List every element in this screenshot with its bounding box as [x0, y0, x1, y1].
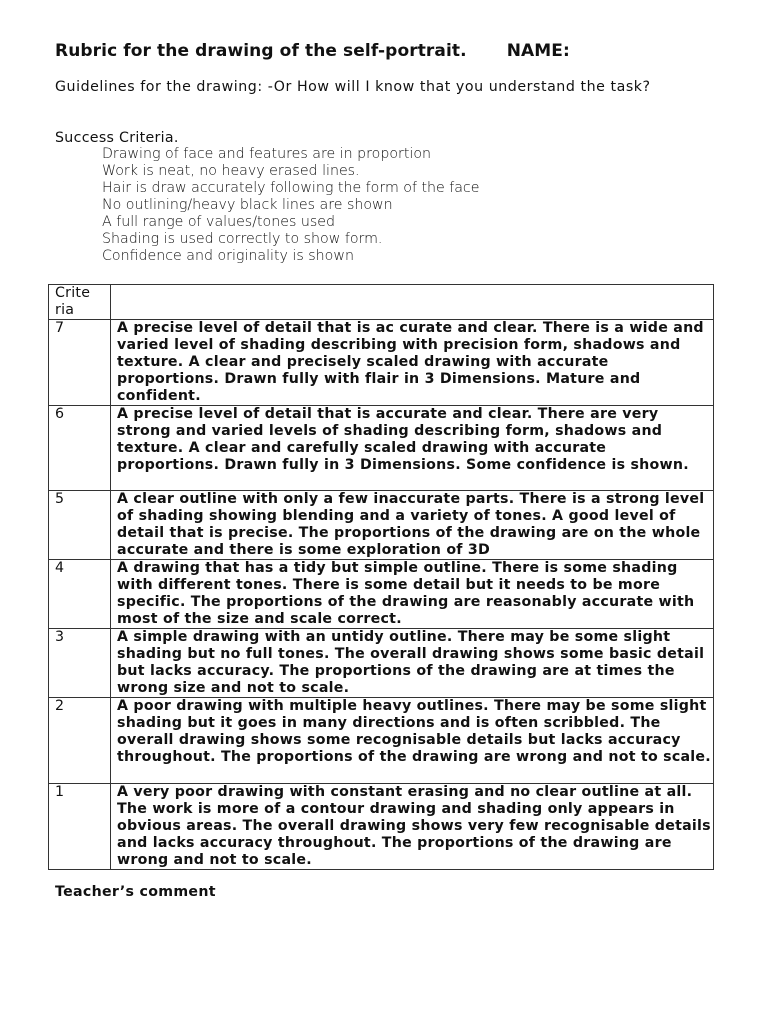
description-header-cell: [111, 285, 714, 320]
table-header-row: [49, 285, 714, 320]
score-cell: 3: [49, 629, 111, 698]
score-cell: 4: [49, 560, 111, 629]
criteria-header-label: Crite ria: [55, 285, 91, 318]
table-row: [49, 491, 714, 560]
criteria-item: Drawing of face and features are in proportion: [102, 146, 432, 162]
description-text: A drawing that has a tidy but simple outline. There is some shading with different tones. There is some detail but it needs to be more specific. The proportions of the drawing are reasonably accurate with most of the size and scale correct.: [117, 560, 695, 627]
description-text: A very poor drawing with constant erasing and no clear outline at all. The work is more of a contour drawing and shading only appears in obvious areas. The overall drawing shows very few recognisable details and lacks accuracy throughout. The proportions of the drawing are wrong and not to scale.: [117, 784, 711, 868]
guidelines-text: Guidelines for the drawing: -Or How will I know that you understand the task?: [55, 79, 651, 95]
criteria-item: Confidence and originality is shown: [102, 248, 354, 264]
description-text: A precise level of detail that is accurate and clear. There are very strong and varied levels of shading describing form, shadows and texture. A clear and carefully scaled drawing with accurate proportions. Drawn fully in 3 Dimensions. Some confidence is shown.: [117, 406, 689, 473]
criteria-header-cell: [49, 285, 111, 320]
description-text: A poor drawing with multiple heavy outlines. There may be some slight shading but it goes in many directions and is often scribbled. The overall drawing shows some recognisable details but lacks accuracy throughout. The proportions of the drawing are wrong and not to scale.: [117, 698, 711, 765]
page-title: [55, 41, 570, 61]
score-cell: 6: [49, 406, 111, 491]
table-row: [49, 629, 714, 698]
description-text: A simple drawing with an untidy outline. There may be some slight shading but no full tones. The overall drawing shows some basic detail but lacks accuracy. The proportions of the drawing are at times the wrong size and not to scale.: [117, 629, 705, 696]
criteria-item: Hair is draw accurately following the form of the face: [102, 180, 480, 196]
description-cell: [111, 560, 714, 629]
rubric-title: Rubric for the drawing of the self-portrait.: [55, 41, 467, 61]
description-cell: [111, 784, 714, 870]
description-cell: [111, 406, 714, 491]
success-criteria-list: [102, 146, 479, 265]
description-cell: [111, 629, 714, 698]
description-cell: [111, 491, 714, 560]
description-cell: [111, 320, 714, 406]
criteria-item: Shading is used correctly to show form.: [102, 231, 383, 247]
success-criteria-heading: Success Criteria.: [55, 130, 179, 146]
score-cell: 1: [49, 784, 111, 870]
criteria-item: A full range of values/tones used: [102, 214, 335, 230]
criteria-item: Work is neat, no heavy erased lines.: [102, 163, 360, 179]
description-text: A precise level of detail that is ac curate and clear. There is a wide and varied level of shading describing with precision form, shadows and texture. A clear and precisely scaled drawing with accurate proportions. Drawn fully with flair in 3 Dimensions. Mature and confident.: [117, 320, 704, 404]
table-row: [49, 406, 714, 491]
score-cell: 2: [49, 698, 111, 784]
table-row: [49, 560, 714, 629]
score-cell: 7: [49, 320, 111, 406]
description-cell: [111, 698, 714, 784]
description-text: A clear outline with only a few inaccurate parts. There is a strong level of shading showing blending and a variety of tones. A good level of detail that is precise. The proportions of the drawing are on the whole accurate and there is some exploration of 3D: [117, 491, 705, 558]
score-cell: 5: [49, 491, 111, 560]
rubric-table: [48, 284, 714, 870]
table-row: [49, 320, 714, 406]
name-label: NAME:: [506, 41, 570, 61]
criteria-item: No outlining/heavy black lines are shown: [102, 197, 393, 213]
table-row: [49, 784, 714, 870]
teacher-comment-label: Teacher’s comment: [55, 884, 216, 900]
table-row: [49, 698, 714, 784]
